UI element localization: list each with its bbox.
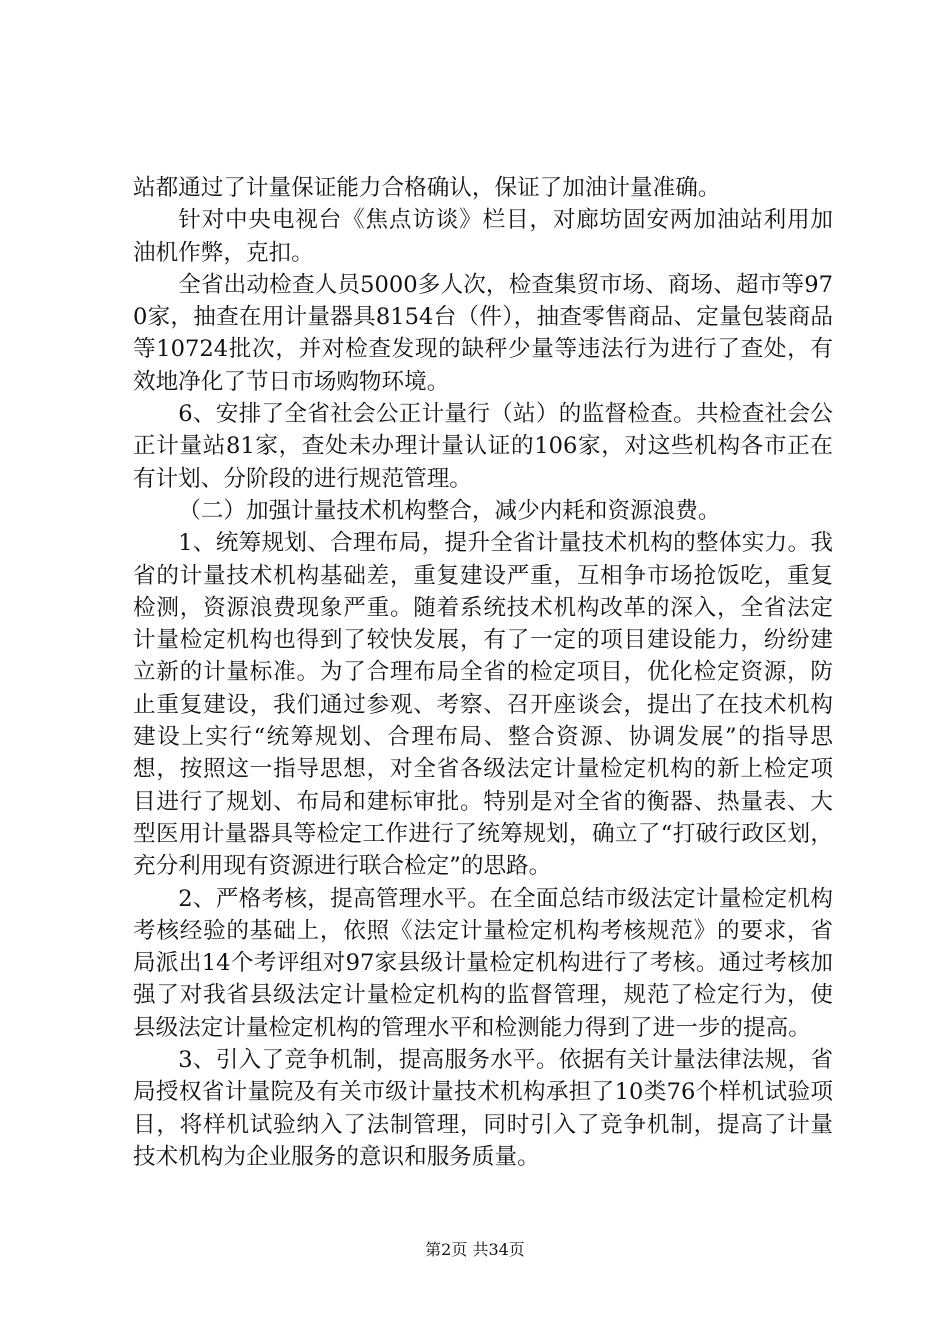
paragraph-item-6: 6、安排了全省社会公正计量行（站）的监督检查。共检查社会公正计量站81家，查处未办理计量认证的106家，对这些机构各市正在有计划、分阶段的进行规范管理。 [133, 401, 833, 492]
section-heading-2: （二）加强计量技术机构整合，减少内耗和资源浪费。 [178, 497, 721, 524]
paragraph-item-1: 1、统筹规划、合理布局，提升全省计量技术机构的整体实力。我省的计量技术机构基础差，重复建设严重，互相争市场抢饭吃，重复检测，资源浪费现象严重。随着系统技术机构改革的深入，全省法定计量检定机构也得到了较快发展，有了一定的项目建设能力，纷纷建立新的计量标准。为了合理布局全省的检定项目，优化检定资源，防止重复建设，我们通过参观、考察、召开座谈会，提出了在技术机构建设上实行“统筹规划、合理布局、整合资源、协调发展”的指导思想，按照这一指导思想，对全省各级法定计量检定机构的新上检定项目进行了规划、布局和建标审批。特别是对全省的衡器、热量表、大型医用计量器具等检定工作进行了统筹规划，确立了“打破行政区划，充分利用现有资源进行联合检定”的思路。 [133, 530, 833, 880]
document-body [133, 172, 833, 1173]
paragraph-focus-interview: 针对中央电视台《焦点访谈》栏目，对廊坊固安两加油站利用加油机作弊，克扣。 [133, 207, 833, 266]
paragraph-inspection-stats: 全省出动检查人员5000多人次，检查集贸市场、商场、超市等970家，抽查在用计量器具8154台（件），抽查零售商品、定量包装商品等10724批次，并对检查发现的缺秤少量等违法行为进行了查处，有效地净化了节日市场购物环境。 [133, 271, 833, 395]
paragraph-continuation: 站都通过了计量保证能力合格确认，保证了加油计量准确。 [133, 175, 721, 201]
paragraph-item-3: 3、引入了竞争机制，提高服务水平。依据有关计量法律法规，省局授权省计量院及有关市级计量技术机构承担了10类76个样机试验项目，将样机试验纳入了法制管理，同时引入了竞争机制，提高了计量技术机构为企业服务的意识和服务质量。 [133, 1047, 833, 1170]
page-number-footer: 第2页 共34页 [425, 1240, 525, 1259]
paragraph-item-2: 2、严格考核，提高管理水平。在全面总结市级法定计量检定机构考核经验的基础上，依照《法定计量检定机构考核规范》的要求，省局派出14个考评组对97家县级计量检定机构进行了考核。通过考核加强了对我省县级法定计量检定机构的监督管理，规范了检定行为，使县级法定计量检定机构的管理水平和检测能力得到了进一步的提高。 [133, 885, 833, 1041]
